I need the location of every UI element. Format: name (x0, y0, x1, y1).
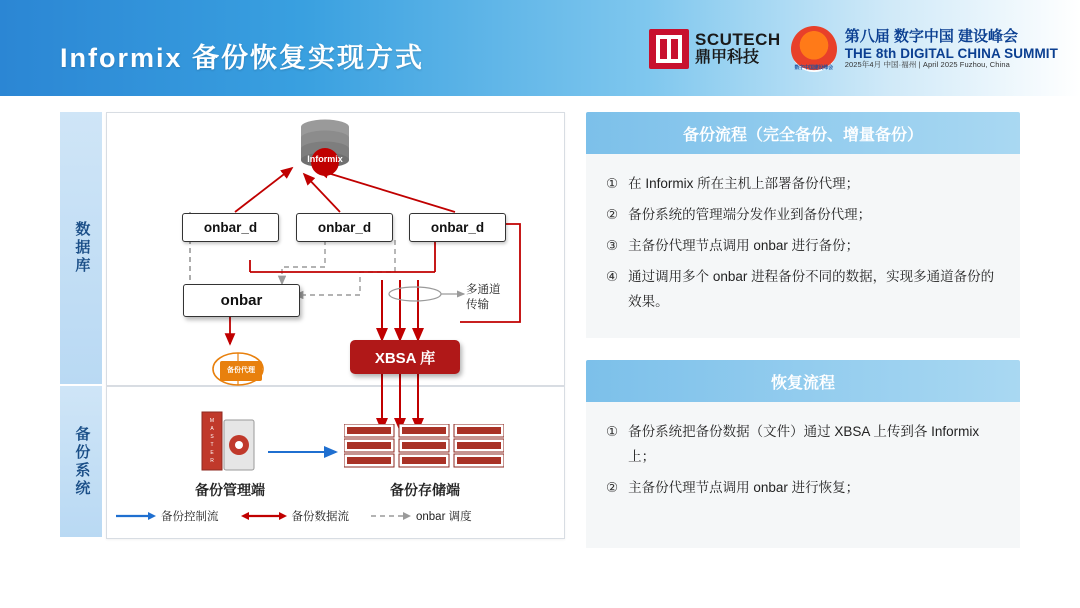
architecture-diagram (60, 112, 565, 537)
summit-title-en: THE 8th DIGITAL CHINA SUMMIT (844, 45, 1058, 61)
onbar-d-box-1: onbar_d (182, 213, 279, 242)
list-item-text: 备份系统把备份数据（文件）通过 XBSA 上传到各 Informix 上； (628, 424, 980, 464)
logo-group (649, 26, 1058, 72)
legend-label-control-flow: 备份控制流 (161, 511, 219, 523)
svg-text:S: S (210, 434, 214, 440)
svg-text:E: E (210, 450, 214, 456)
list-item-number: ① (606, 176, 619, 191)
summit-date-place: 2025年4月 中国·福州 | April 2025 Fuzhou, China (844, 59, 1010, 69)
svg-text:R: R (210, 458, 214, 464)
svg-text:T: T (210, 442, 214, 448)
scutech-logo-icon (649, 29, 689, 69)
backup-process-body (586, 154, 1020, 338)
restore-process-title: 恢复流程 (586, 360, 1020, 402)
list-item-text: 备份系统的管理端分发作业到备份代理； (628, 206, 872, 222)
section-label-database-text: 数据库 (73, 221, 91, 275)
summit-emblem-icon (791, 26, 837, 72)
summit-logo (791, 26, 1058, 72)
list-item-number: ② (606, 206, 619, 222)
diagram-legend (116, 508, 556, 524)
legend-arrow-red-icon (241, 511, 287, 521)
backup-process-block (586, 112, 1020, 338)
list-item-number: ② (606, 479, 619, 495)
scutech-name-cn: 鼎甲科技 (695, 48, 760, 66)
informix-database-icon (292, 118, 358, 185)
backup-storage-icon (344, 424, 504, 475)
legend-item-onbar-schedule (371, 508, 472, 524)
legend-arrow-gray-dashed-icon (371, 511, 411, 521)
list-item-number: ① (606, 424, 619, 439)
scutech-name-en: SCUTECH (695, 29, 781, 49)
list-item (606, 476, 1000, 501)
svg-text:A: A (210, 426, 214, 432)
legend-label-onbar-schedule: onbar 调度 (416, 511, 472, 523)
onbar-d-box-2: onbar_d (296, 213, 393, 242)
legend-label-data-flow: 备份数据流 (291, 511, 349, 523)
backup-management-label: 备份管理端 (195, 482, 265, 498)
list-item (606, 234, 1000, 259)
list-item-number: ③ (606, 237, 619, 253)
scutech-logo (649, 29, 781, 69)
backup-agent-label: 备份代理 (220, 361, 262, 381)
list-item (606, 265, 1000, 315)
svg-text:M: M (209, 418, 215, 424)
backup-storage-label: 备份存储端 (390, 482, 460, 498)
summit-emblem-text: 数字中国建设峰会 (794, 65, 833, 71)
legend-arrow-blue-icon (116, 511, 156, 521)
restore-process-block (586, 360, 1020, 548)
backup-management-server-icon (188, 410, 268, 481)
backup-process-title: 备份流程（完全备份、增量备份） (586, 112, 1020, 154)
list-item-text: 通过调用多个 onbar 进程备份不同的数据，实现多通道备份的效果。 (628, 268, 995, 309)
list-item-number: ④ (606, 268, 619, 284)
informix-db-label: Informix (307, 154, 343, 164)
legend-item-data-flow (241, 508, 350, 524)
xbsa-library-box: XBSA 库 (350, 340, 460, 374)
page-title: Informix 备份恢复实现方式 (60, 43, 425, 73)
summit-title-cn: 第八届 数字中国 建设峰会 (844, 27, 1019, 45)
section-label-backup-system-text: 备份系统 (73, 425, 91, 498)
list-item (606, 420, 1000, 470)
list-item (606, 203, 1000, 228)
list-item (606, 172, 1000, 197)
restore-process-body (586, 402, 1020, 548)
list-item-text: 在 Informix 所在主机上部署备份代理； (628, 176, 860, 191)
page-header (0, 0, 1080, 96)
legend-item-control-flow (116, 508, 219, 524)
onbar-d-box-3: onbar_d (409, 213, 506, 242)
list-item-text: 主备份代理节点调用 onbar 进行恢复； (628, 479, 860, 495)
multichannel-label: 多通道 传输 (466, 284, 501, 311)
onbar-box: onbar (183, 284, 300, 317)
list-item-text: 主备份代理节点调用 onbar 进行备份； (628, 237, 860, 253)
